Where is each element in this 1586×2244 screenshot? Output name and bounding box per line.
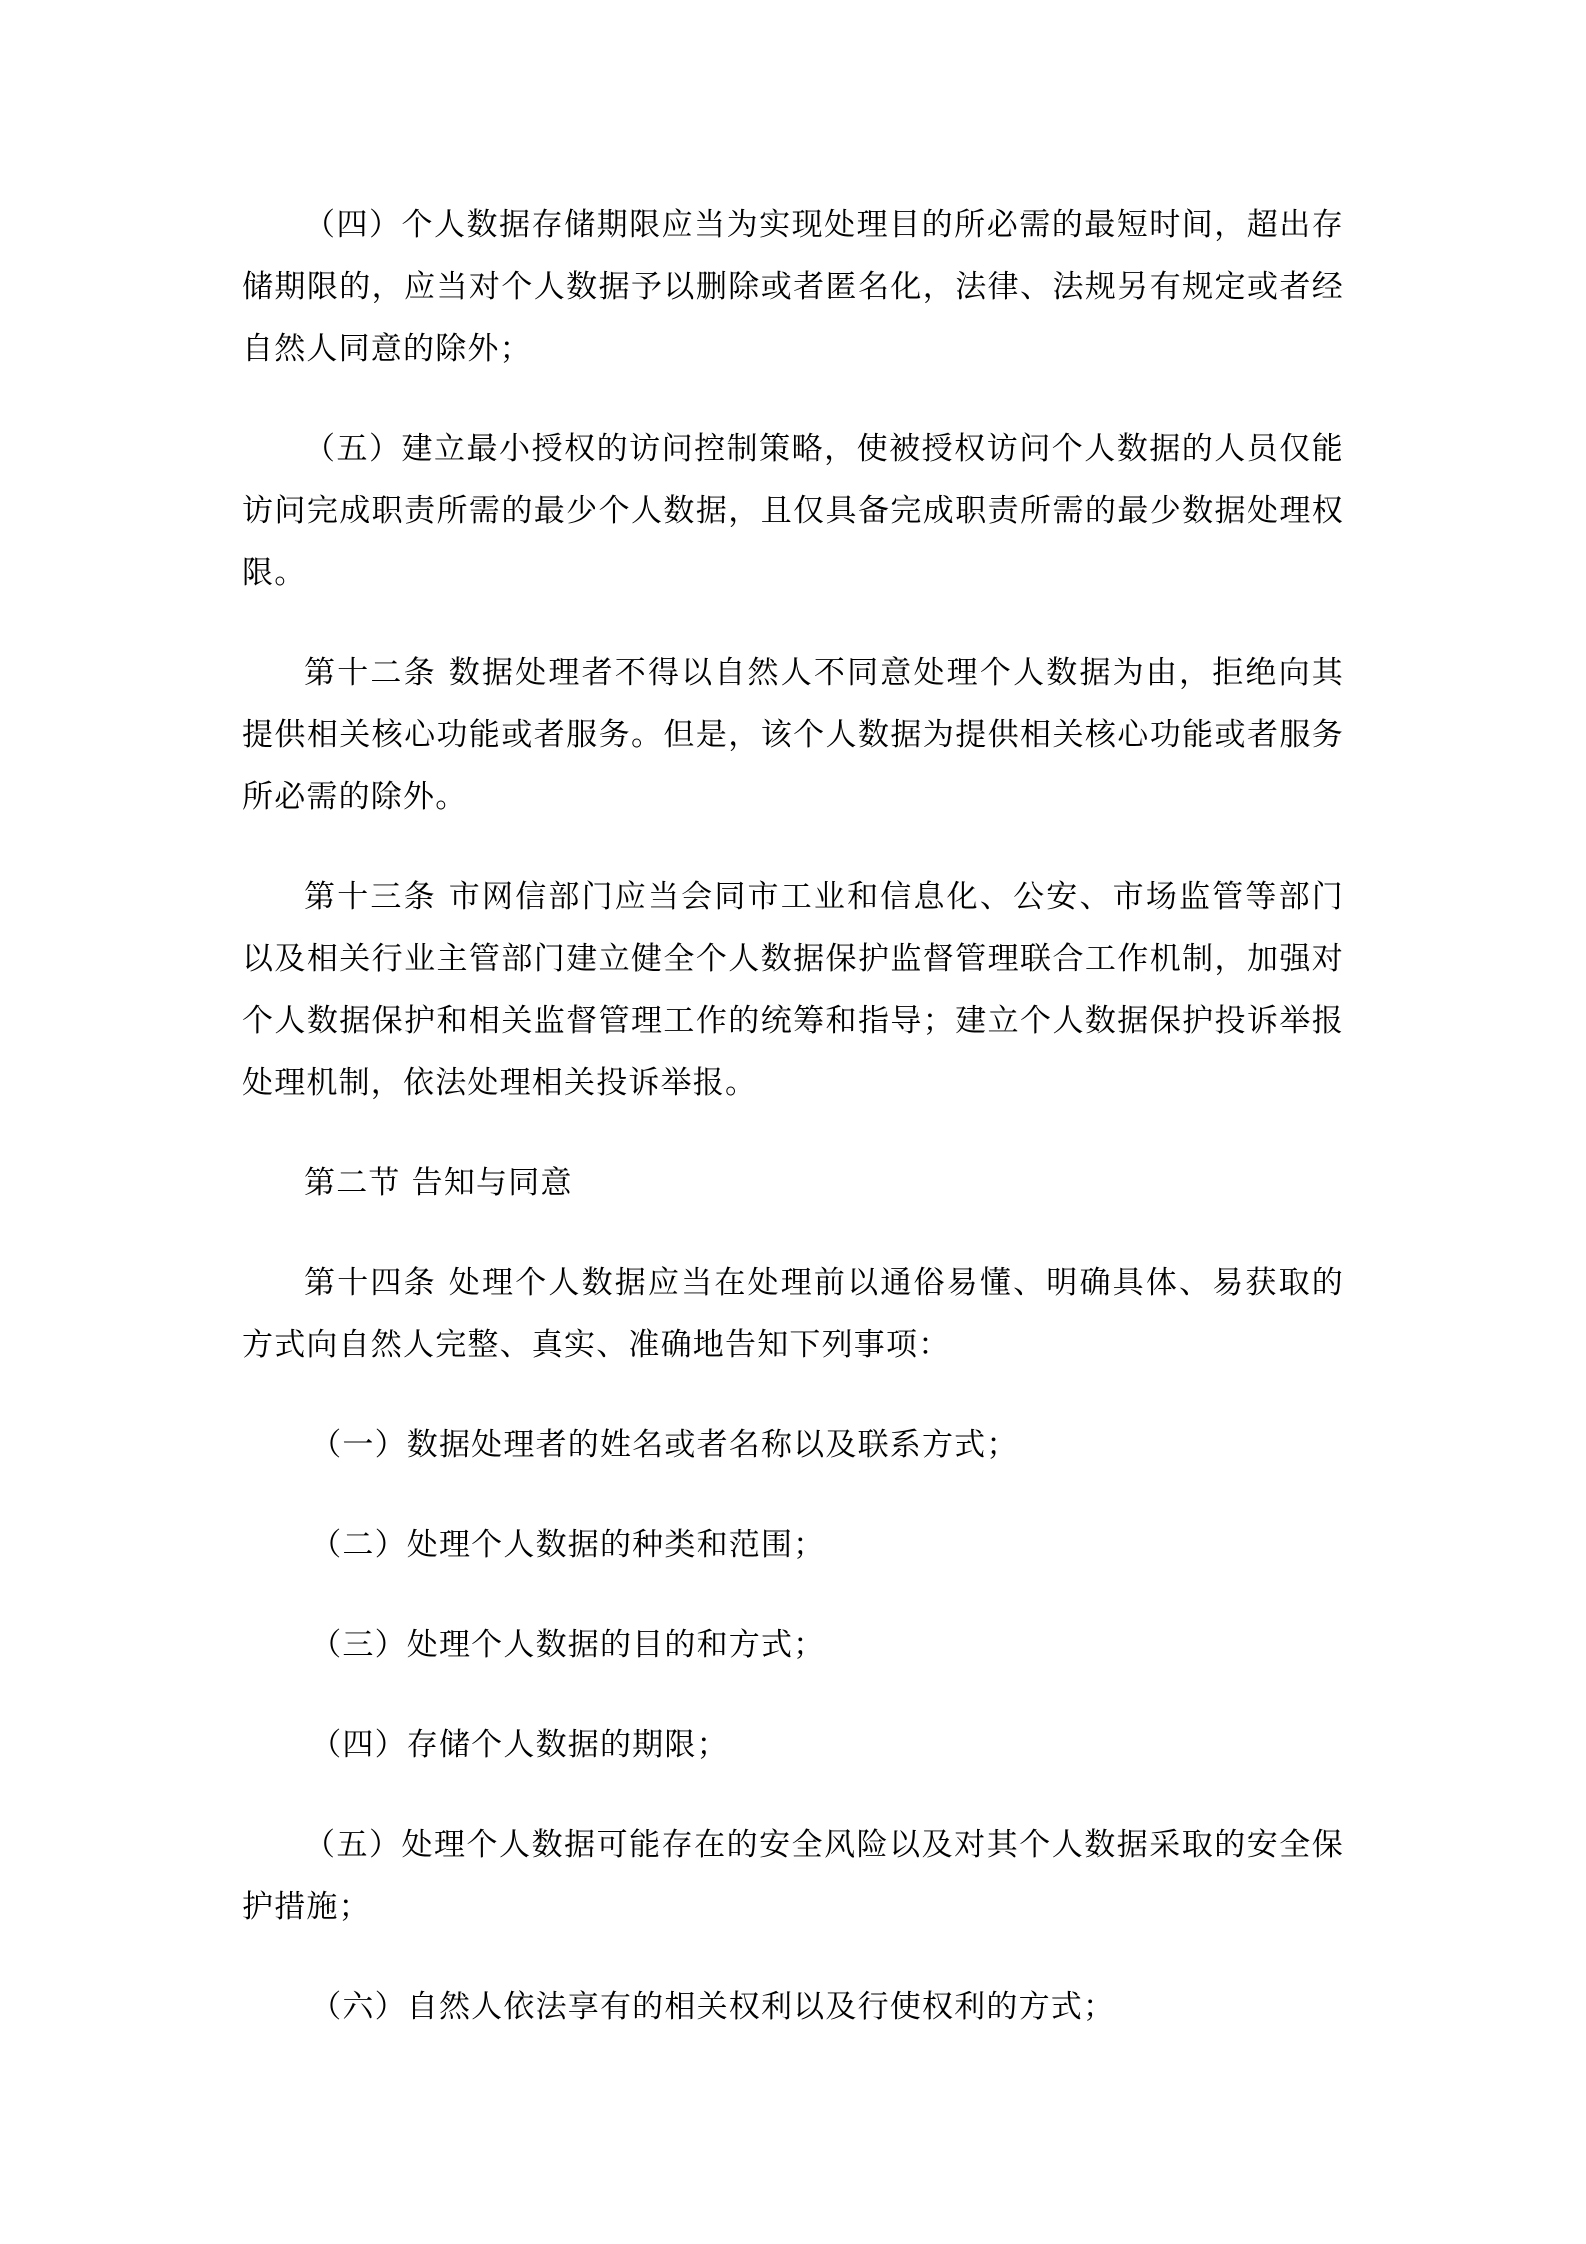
- article-13: 第十三条 市网信部门应当会同市工业和信息化、公安、市场监管等部门以及相关行业主管部门建立健全个人数据保护监督管理联合工作机制，加强对个人数据保护和相关监督管理工作的统筹和指导；建立个人数据保护投诉举报处理机制，依法处理相关投诉举报。: [242, 879, 1344, 1101]
- clause-item-5-access-control: （五）建立最小授权的访问控制策略，使被授权访问个人数据的人员仅能访问完成职责所需的最少个人数据，且仅具备完成职责所需的最少数据处理权限。: [242, 431, 1344, 591]
- list-item-6: （六）自然人依法享有的相关权利以及行使权利的方式；: [310, 1989, 1116, 2025]
- list-item-4: （四）存储个人数据的期限；: [310, 1727, 729, 1763]
- list-item-2: （二）处理个人数据的种类和范围；: [310, 1527, 826, 1563]
- section-heading-notice-and-consent: 第二节 告知与同意: [304, 1165, 573, 1201]
- document-page: [242, 194, 1344, 2076]
- list-item-3: （三）处理个人数据的目的和方式；: [310, 1627, 826, 1663]
- clause-item-4-storage-period: （四）个人数据存储期限应当为实现处理目的所必需的最短时间，超出存储期限的，应当对个人数据予以删除或者匿名化，法律、法规另有规定或者经自然人同意的除外；: [242, 207, 1344, 367]
- article-12: 第十二条 数据处理者不得以自然人不同意处理个人数据为由，拒绝向其提供相关核心功能或者服务。但是，该个人数据为提供相关核心功能或者服务所必需的除外。: [242, 655, 1344, 815]
- list-item-1: （一）数据处理者的姓名或者名称以及联系方式；: [310, 1427, 1019, 1463]
- list-item-5: （五）处理个人数据可能存在的安全风险以及对其个人数据采取的安全保护措施；: [242, 1827, 1344, 1925]
- article-14: 第十四条 处理个人数据应当在处理前以通俗易懂、明确具体、易获取的方式向自然人完整、真实、准确地告知下列事项：: [242, 1265, 1344, 1363]
